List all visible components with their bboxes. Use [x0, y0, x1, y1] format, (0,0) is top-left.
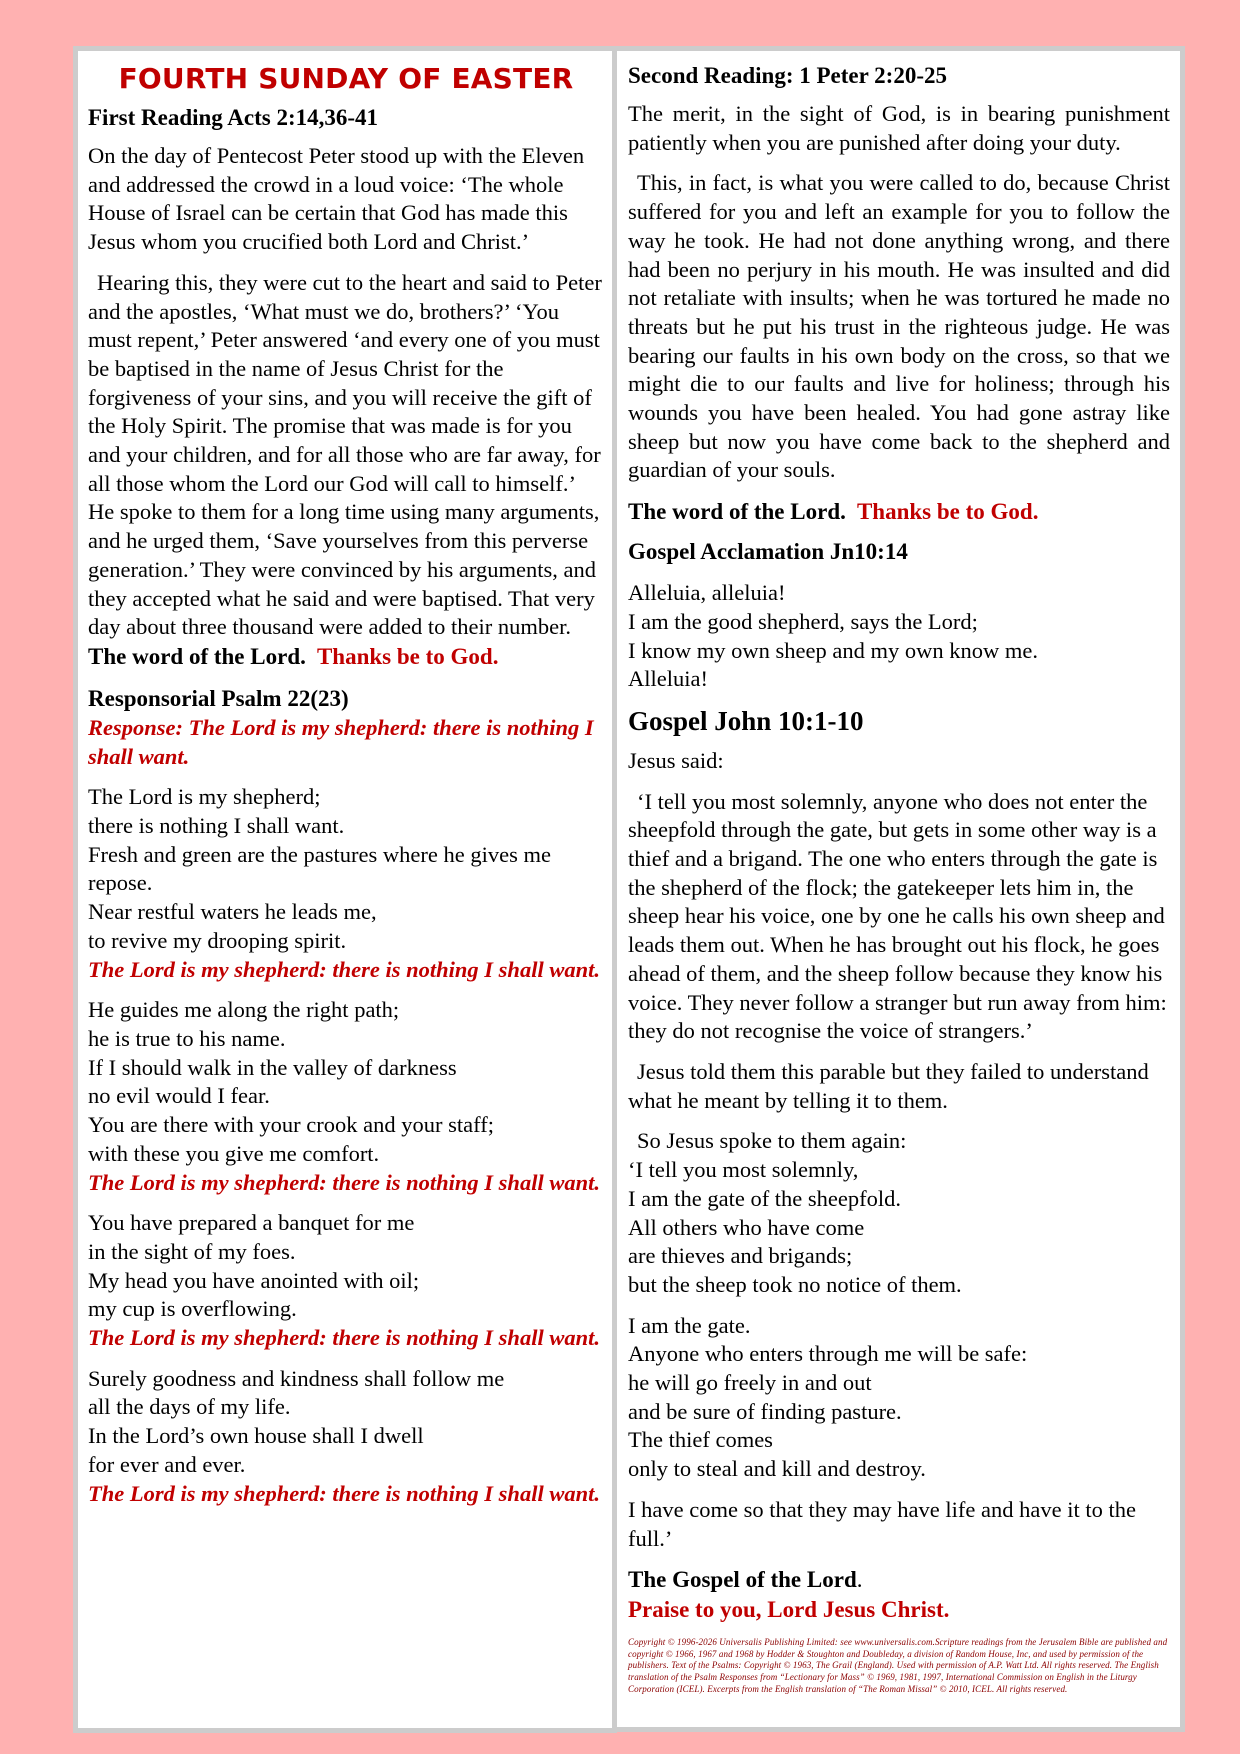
gospel-closing-response: Praise to you, Lord Jesus Christ. — [628, 1597, 950, 1623]
responsorial-psalm — [88, 684, 604, 1508]
stanza-line: there is nothing I shall want. — [88, 813, 345, 839]
stanza-line: no evil would I fear. — [88, 1083, 270, 1109]
closing-statement: The word of the Lord. — [88, 643, 306, 669]
verse-line: ‘I tell you most solemnly, — [628, 1157, 859, 1183]
closing-response: Thanks be to God. — [856, 499, 1039, 525]
stanza-line: If I should walk in the valley of darkness — [88, 1054, 457, 1080]
stanza-line: to revive my drooping spirit. — [88, 927, 347, 953]
stanza-line: The Lord is my shepherd; — [88, 784, 321, 810]
stanza-line: my cup is overflowing. — [88, 1296, 297, 1322]
second-reading-heading: Second Reading: 1 Peter 2:20-25 — [628, 63, 947, 88]
stanza-line: In the Lord’s own house shall I dwell — [88, 1423, 424, 1449]
stanza-line: he is true to his name. — [88, 1025, 286, 1051]
acclamation-line: I am the good shepherd, says the Lord; — [628, 608, 978, 634]
gospel-verse — [628, 1312, 1170, 1484]
verse-line: only to steal and kill and destroy. — [628, 1456, 926, 1482]
psalm-stanza — [88, 1209, 604, 1353]
right-column — [612, 46, 1185, 1732]
verse-line: he will go freely in and out — [628, 1370, 872, 1396]
gospel-heading: Gospel John 10:1-10 — [628, 705, 864, 736]
psalm-stanza — [88, 783, 604, 984]
psalm-heading: Responsorial Psalm 22(23) — [88, 685, 349, 711]
page-title: FOURTH SUNDAY OF EASTER — [118, 62, 574, 95]
acclamation-line: I know my own sheep and my own know me. — [628, 637, 1038, 663]
first-reading-paragraph: On the day of Pentecost Peter stood up with the Eleven and addressed the crowd in a loud voice: ‘The whole House of Israel can be certain that God has made this Jesus whom you crucified both Lord and Christ.’ — [88, 143, 585, 255]
acclamation-line: Alleluia! — [628, 666, 708, 692]
psalm-refrain: The Lord is my shepherd: there is nothing I shall want. — [88, 1169, 600, 1195]
verse-line: are thieves and brigands; — [628, 1243, 853, 1269]
stanza-line: in the sight of my foes. — [88, 1238, 296, 1264]
first-reading — [88, 103, 604, 672]
closing-statement: The Gospel of the Lord — [628, 1567, 857, 1593]
stanza-line: with these you give me comfort. — [88, 1140, 380, 1166]
verse-line: All others who have come — [628, 1214, 865, 1240]
verse-line: I am the gate. — [628, 1312, 751, 1338]
gospel-closing — [628, 1565, 1170, 1625]
first-reading-heading: First Reading Acts 2:14,36-41 — [88, 105, 379, 130]
second-reading — [628, 61, 1170, 527]
left-column — [73, 46, 617, 1733]
stanza-line: Near restful waters he leads me, — [88, 899, 377, 925]
gospel — [628, 704, 1170, 1625]
second-reading-closing — [628, 497, 1170, 527]
verse-line: and be sure of finding pasture. — [628, 1398, 902, 1424]
gospel-final: I have come so that they may have life and have it to the full.’ — [628, 1496, 1136, 1551]
stanza-line: You have prepared a banquet for me — [88, 1210, 415, 1236]
stanza-line: for ever and ever. — [88, 1451, 246, 1477]
second-reading-paragraph: This, in fact, is what you were called to do, because Christ suffered for you and left an example for you to follow the way he took. He had not done anything wrong, and there had been no perjury in his mouth. He was insulted and did not retaliate with insults; when he was tortured he made no threats but he put his trust in the righteous judge. He was bearing our faults in his own body on the cross, so that we might die to our faults and live for holiness; through his wounds you have been healed. You had gone astray like sheep but now you have come back to the shepherd and guardian of your souls. — [628, 170, 1170, 483]
second-reading-paragraph: The merit, in the sight of God, is in bearing punishment patiently when you are punished after doing your duty. — [628, 101, 1170, 155]
acclamation-text — [628, 579, 1170, 694]
copyright-notice: Copyright © 1996-2026 Universalis Publishing Limited: see www.universalis.com.Scripture readings from the Jerusalem Bible are published and copyright © 1966, 1967 and 1968 by Hodder & Stoughton and Doubleday, a division of Random House, Inc, and used by permission of the publishers. Text of the Psalms: Copyright © 1963, The Grail (England). Used with permission of A.P. Watt Ltd. All rights reserved. The English translation of the Psalm Responses from “Lectionary for Mass” © 1969, 1981, 1997, International Commission on English in the Liturgy Corporation (ICEL). Excerpts from the English translation of “The Roman Missal” © 2010, ICEL. All rights reserved. — [628, 1637, 1168, 1694]
first-reading-paragraph: Hearing this, they were cut to the heart and said to Peter and the apostles, ‘What must we do, brothers?’ ‘You must repent,’ Peter answered ‘and every one of you must be baptised in the name of Jesus Christ for the forgiveness of your sins, and you will receive the gift of the Holy Spirit. The promise that was made is for you and your children, and for all those who are far away, for all those whom the Lord our God will call to himself.’ He spoke to them for a long time using many arguments, and he urged them, ‘Save yourselves from this perverse generation.’ They were convinced by his arguments, and they accepted what he said and were baptised. That very day about three thousand were added to their number. — [88, 269, 602, 640]
psalm-stanza — [88, 1365, 604, 1509]
closing-statement: The word of the Lord. — [628, 499, 846, 525]
gospel-acclamation — [628, 537, 1170, 694]
acclamation-heading: Gospel Acclamation Jn10:14 — [628, 539, 908, 565]
psalm-stanza — [88, 996, 604, 1197]
gospel-intro: Jesus said: — [628, 747, 724, 773]
verse-line: Anyone who enters through me will be safe: — [628, 1341, 1028, 1367]
verse-line: The thief comes — [628, 1427, 773, 1453]
stanza-line: all the days of my life. — [88, 1394, 291, 1420]
closing-period: . — [856, 1567, 863, 1593]
gospel-paragraph: Jesus told them this parable but they failed to understand what he meant by telling it to them. — [628, 1058, 1149, 1113]
stanza-line: My head you have anointed with oil; — [88, 1267, 420, 1293]
first-reading-closing — [88, 642, 604, 672]
stanza-line: He guides me along the right path; — [88, 997, 400, 1023]
psalm-refrain: The Lord is my shepherd: there is nothing I shall want. — [88, 956, 600, 982]
stanza-line: Surely goodness and kindness shall follow me — [88, 1365, 505, 1391]
gospel-closing-statement — [628, 1565, 1170, 1595]
verse-line: I am the gate of the sheepfold. — [628, 1185, 902, 1211]
stanza-line: You are there with your crook and your staff; — [88, 1112, 494, 1138]
gospel-paragraph: ‘I tell you most solemnly, anyone who does not enter the sheepfold through the gate, but gets in some other way is a thief and a brigand. The one who enters through the gate is the shepherd of the flock; the gatekeeper lets him in, the sheep hear his voice, one by one he calls his own sheep and leads them out. When he has brought out his flock, he goes ahead of them, and the sheep follow because they know his voice. They never follow a stranger but run away from him: they do not recognise the voice of strangers.’ — [628, 788, 1167, 1044]
gospel-verse — [628, 1127, 1170, 1299]
psalm-response-line: Response: The Lord is my shepherd: there is nothing I shall want. — [88, 714, 594, 769]
verse-line: but the sheep took no notice of them. — [628, 1271, 962, 1297]
acclamation-line: Alleluia, alleluia! — [628, 580, 786, 606]
verse-line: So Jesus spoke to them again: — [637, 1128, 907, 1154]
closing-response: Thanks be to God. — [316, 643, 499, 669]
psalm-refrain: The Lord is my shepherd: there is nothing I shall want. — [88, 1325, 600, 1351]
psalm-refrain: The Lord is my shepherd: there is nothing I shall want. — [88, 1480, 600, 1506]
stanza-line: Fresh and green are the pastures where he gives me repose. — [88, 841, 551, 896]
